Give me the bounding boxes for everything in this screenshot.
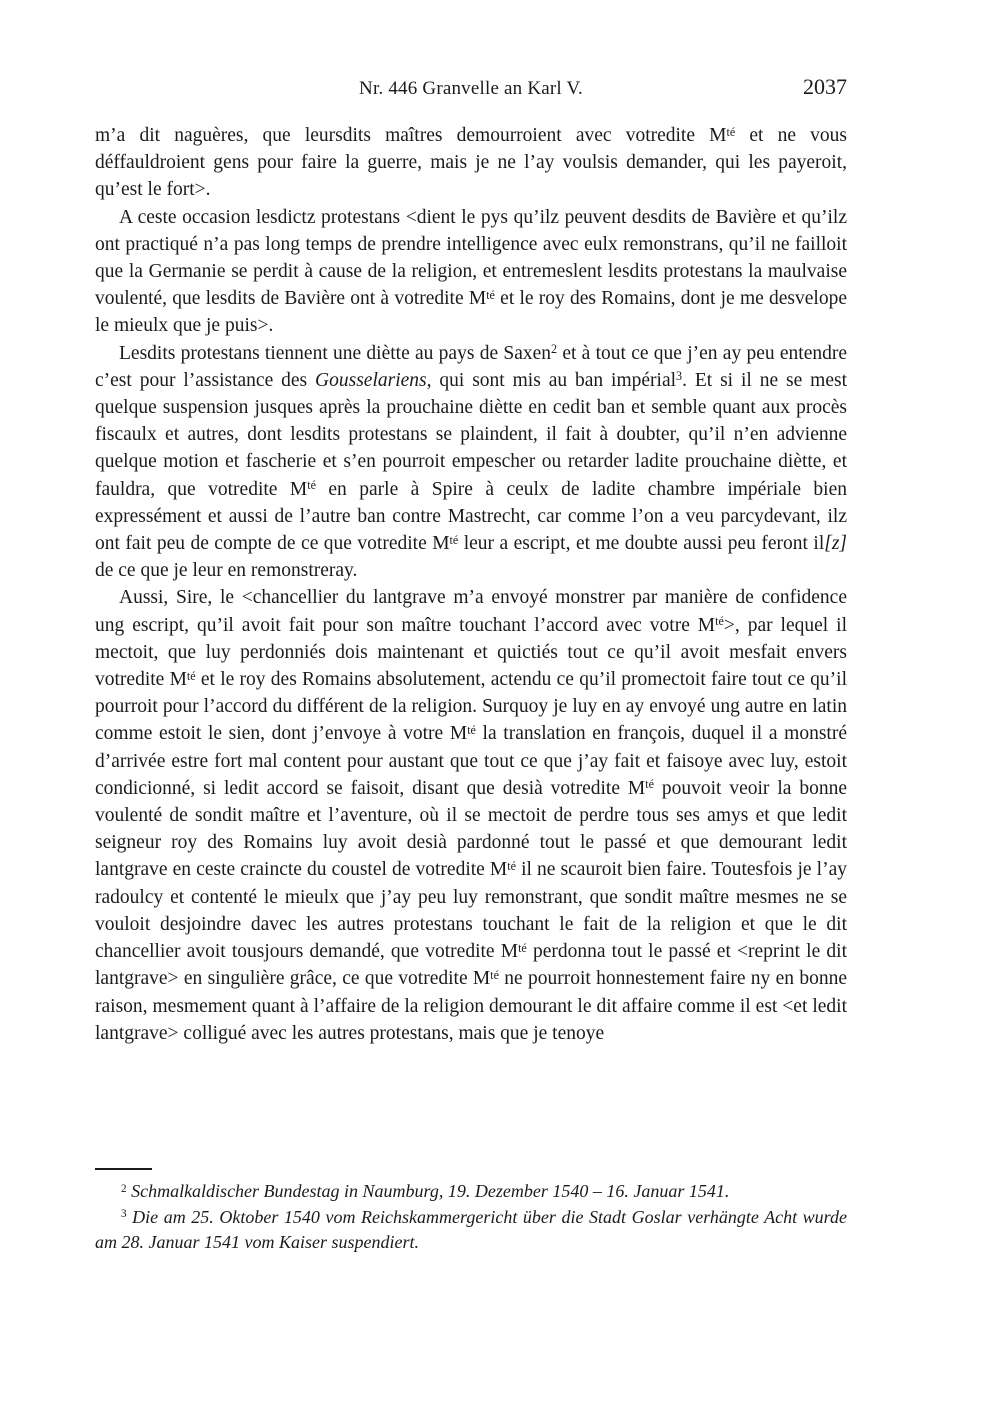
text-run: . Et si il ne se mest quelque suspension jusques après la prouchaine diètte en cedit ban et semble quant aux procès fiscaulx et autres, dont lesdits protestans se plaindent, il fait à doubter, qu’il n’en advienne quelque motion et fascherie et s’en pourroit empescher ou retarder ladite prouchaine diètte, et fauldra, que votredite M bbox=[95, 369, 847, 500]
superscript-note-ref: té bbox=[307, 478, 316, 493]
superscript-note-ref: té bbox=[518, 940, 527, 955]
text-run: leur a escript, et me doubte aussi peu feront il bbox=[458, 533, 825, 555]
superscript-note-ref: té bbox=[449, 532, 459, 547]
text-run: et à tout ce que j’en ay peu entendre c’est pour l’assistance des bbox=[95, 342, 848, 391]
paragraph bbox=[95, 584, 847, 1046]
superscript-note-ref: té bbox=[507, 859, 516, 874]
superscript-note-ref: té bbox=[726, 124, 736, 139]
page-header bbox=[95, 74, 847, 108]
superscript-note-ref: té bbox=[486, 287, 495, 302]
paragraph bbox=[95, 340, 847, 585]
running-title: Nr. 446 Granvelle an Karl V. bbox=[359, 78, 583, 99]
footnote-marker: 3 bbox=[121, 1208, 127, 1221]
text-run: et le roy des Romains absolutement, actendu ce qu’il promectoit faire tout ce qu’il pourroit pour l’accord du différent de la religion. Surquoy je luy en ay envoyé ung autre en latin comme estoit le sien, dont j’envoye à votre M bbox=[95, 669, 847, 745]
text-run: la translation en françois, duquel il a monstré d’arrivée estre fort mal content pour austant que tout ce que j’ay fait et faisoye avec luy, estoit condicionné, si ledit accord se faisoit, disant que desià votredite M bbox=[95, 723, 847, 799]
superscript-note-ref: té bbox=[715, 614, 724, 629]
paragraph bbox=[95, 204, 847, 340]
text-run: m’a dit naguères, que leursdits maîtres demourroient avec votredite M bbox=[95, 125, 727, 146]
text-block bbox=[95, 74, 848, 1047]
superscript-note-ref: té bbox=[467, 723, 476, 738]
italic-text-run: [z] bbox=[824, 533, 848, 555]
text-run: ne pourroit honnestement faire ny en bonne raison, mesmement quant à l’affaire de la religion demourant le dit affaire comme il est <et ledit lantgrave> colligué avec les autres protestans, mais que je tenoye bbox=[95, 968, 847, 1044]
superscript-note-ref: té bbox=[645, 777, 654, 792]
text-run: perdonna tout le passé et <reprint le dit lantgrave> en singulière grâce, ce que votredite M bbox=[95, 941, 847, 990]
footnote-text: Die am 25. Oktober 1540 vom Reichskammergericht über die Stadt Goslar verhängte Acht wurde am 28. Januar 1541 vom Kaiser suspendiert. bbox=[95, 1206, 847, 1252]
footnote-text: Schmalkaldischer Bundestag in Naumburg, 19. Dezember 1540 – 16. Januar 1541. bbox=[126, 1181, 730, 1201]
text-run: Aussi, Sire, le <chancellier du lantgrave m’a envoyé monstrer par manière de confidence ung escript, qu’il avoit fait pour son maître touchant l’accord avec votre M bbox=[95, 587, 847, 636]
text-run: >, par lequel il mectoit, que luy perdonniés dois maintenant et quictiés tout ce qu’il avoit mesfait envers votredite M bbox=[95, 614, 847, 691]
text-run: qui sont mis au ban impérial bbox=[431, 369, 677, 391]
paragraphs bbox=[95, 122, 847, 1047]
text-run: pouvoit veoir la bonne voulenté de sondit maître et l’aventure, où il se mectoit de perdre tous ses amys et que ledit seigneur roy des Romains luy avoit desià pardonné tout le passé et que demourant ledit lantgrave en ceste craincte du coustel de votredite M bbox=[95, 777, 847, 881]
footnote bbox=[95, 1205, 847, 1256]
text-run: A ceste occasion lesdictz protestans <dient le pys qu’ilz peuvent desdits de Bavière et qu’ilz ont practiqué n’a pas long temps de prendre intelligence avec eulx remonstrans, qu’il ne failloit que la Germanie se perdit à cause de la religion, et entremeslent lesdits protestans la maulvaise voulenté, que lesdits de Bavière ont à votredite M bbox=[95, 206, 847, 310]
footnote-separator bbox=[95, 1168, 152, 1170]
footnote bbox=[95, 1179, 847, 1205]
superscript-note-ref: té bbox=[490, 967, 499, 982]
page-number: 2037 bbox=[803, 74, 847, 99]
text-run: Lesdits protestans tiennent une diètte au pays de Saxen bbox=[119, 342, 552, 364]
footnotes bbox=[95, 1179, 847, 1256]
superscript-note-ref: 2 bbox=[551, 342, 558, 357]
text-run: de ce que je leur en remonstreray. bbox=[95, 560, 358, 582]
superscript-note-ref: té bbox=[186, 668, 196, 683]
footnote-marker: 2 bbox=[121, 1182, 127, 1195]
superscript-note-ref: 3 bbox=[676, 369, 683, 384]
text-run: et le roy des Romains, dont je me desvelope le mieulx que je puis>. bbox=[95, 288, 847, 337]
italic-text-run: Gousselariens, bbox=[315, 369, 432, 391]
footnote-section bbox=[95, 1168, 847, 1256]
text-run: en parle à Spire à ceulx de ladite chambre impériale bien expressément et aussi de l’autre ban contre Mastrecht, car comme l’on a veu parcydevant, ilz ont fait peu de compte de ce que votredite M bbox=[95, 478, 847, 555]
text-run: et ne vous déffauldroient gens pour faire la guerre, mais je ne l’ay voulsis demander, qui les payeroit, qu’est le fort>. bbox=[95, 125, 847, 201]
text-run: il ne scauroit bien faire. Toutesfois je l’ay radoulcy et contenté le mieulx que j’ay peu luy remonstrant, que sondit maître mesmes ne se vouloit desjoindre davec les autres protestans touchant le fait de la religion et que le dit chancellier avoit tousjours demandé, que votredite M bbox=[95, 859, 847, 963]
paragraph bbox=[95, 122, 847, 204]
